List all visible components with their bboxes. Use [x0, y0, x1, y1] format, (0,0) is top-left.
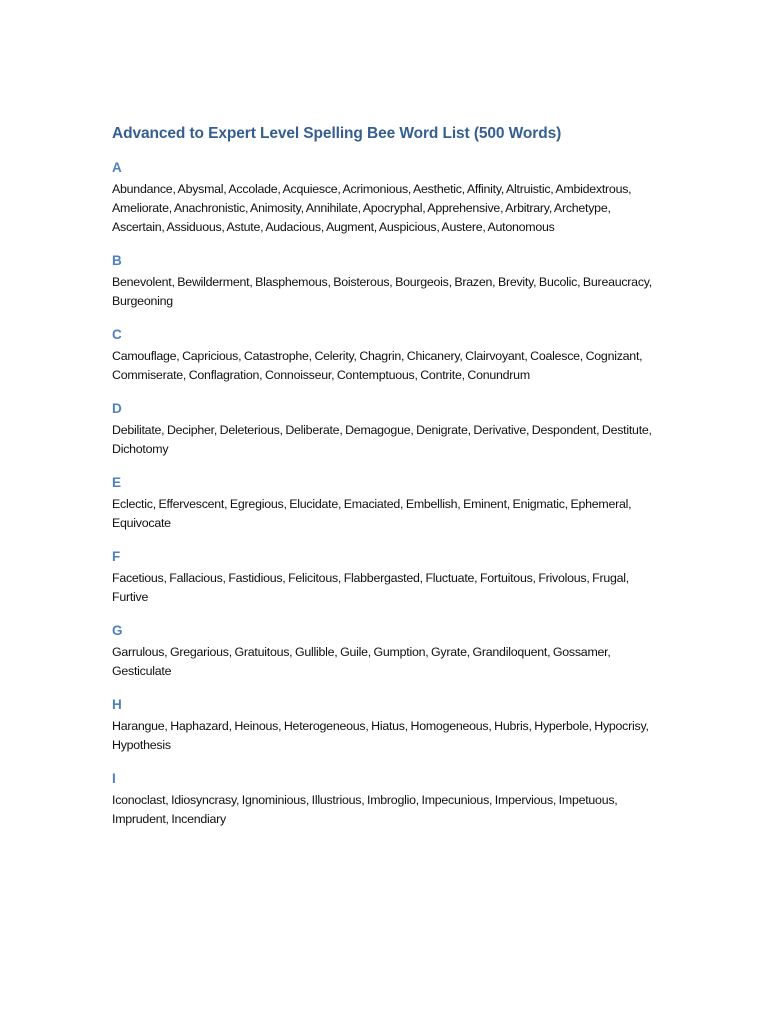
section-heading-h: H: [112, 697, 122, 712]
word-list-a: Abundance, Abysmal, Accolade, Acquiesce, Acrimonious, Aesthetic, Affinity, Altruistic, Ambidextrous, Ameliorate, Anachronistic, Animosity, Annihilate, Apocryphal, Apprehensive, Arbitrary, Archetype, Ascertain, Assiduous, Astute, Audacious, Augment, Auspicious, Austere, Autonomous: [112, 182, 632, 234]
section-i: [112, 770, 657, 829]
section-heading-g: G: [112, 623, 123, 638]
word-list-e: Eclectic, Effervescent, Egregious, Elucidate, Emaciated, Embellish, Eminent, Enigmatic, Ephemeral, Equivocate: [112, 497, 632, 530]
word-list-h: Harangue, Haphazard, Heinous, Heterogeneous, Hiatus, Homogeneous, Hubris, Hyperbole, Hypocrisy, Hypothesis: [112, 719, 649, 752]
word-list-c: Camouflage, Capricious, Catastrophe, Celerity, Chagrin, Chicanery, Clairvoyant, Coalesce, Cognizant, Commiserate, Conflagration, Connoisseur, Contemptuous, Contrite, Conundrum: [112, 349, 643, 382]
section-heading-b: B: [112, 253, 122, 268]
section-heading-a: A: [112, 160, 122, 175]
document-title: Advanced to Expert Level Spelling Bee Word List (500 Words): [112, 125, 562, 142]
word-list-g: Garrulous, Gregarious, Gratuitous, Gullible, Guile, Gumption, Gyrate, Grandiloquent, Gossamer, Gesticulate: [112, 645, 611, 678]
word-list-b: Benevolent, Bewilderment, Blasphemous, Boisterous, Bourgeois, Brazen, Brevity, Bucolic, Bureaucracy, Burgeoning: [112, 275, 652, 308]
section-heading-f: F: [112, 549, 121, 564]
section-h: [112, 696, 657, 755]
section-heading-i: I: [112, 771, 116, 786]
section-e: [112, 474, 657, 533]
word-list-d: Debilitate, Decipher, Deleterious, Deliberate, Demagogue, Denigrate, Derivative, Despondent, Destitute, Dichotomy: [112, 423, 652, 456]
section-heading-c: C: [112, 327, 122, 342]
section-a: [112, 159, 657, 237]
document-page: [112, 122, 657, 844]
word-list-i: Iconoclast, Idiosyncrasy, Ignominious, Illustrious, Imbroglio, Impecunious, Impervious, Impetuous, Imprudent, Incendiary: [112, 793, 618, 826]
section-b: [112, 252, 657, 311]
word-list-f: Facetious, Fallacious, Fastidious, Felicitous, Flabbergasted, Fluctuate, Fortuitous, Frivolous, Frugal, Furtive: [112, 571, 629, 604]
section-g: [112, 622, 657, 681]
section-heading-d: D: [112, 401, 122, 416]
section-c: [112, 326, 657, 385]
section-f: [112, 548, 657, 607]
section-d: [112, 400, 657, 459]
section-heading-e: E: [112, 475, 122, 490]
